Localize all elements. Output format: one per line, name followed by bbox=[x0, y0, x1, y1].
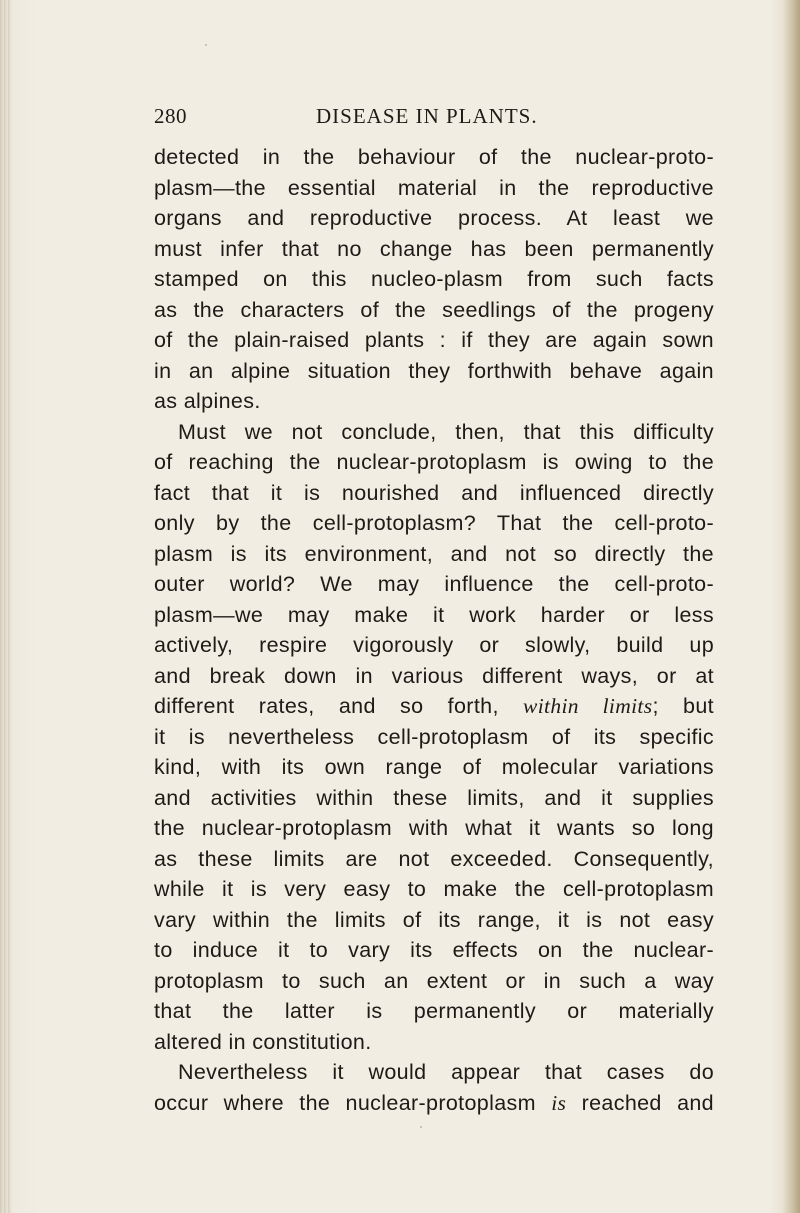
text-line: to induce it to vary its effects on the nuclear- bbox=[154, 938, 714, 962]
text-line: stamped on this nucleo-plasm from such facts bbox=[154, 267, 714, 291]
text-line: detected in the behaviour of the nuclear-proto- bbox=[154, 145, 714, 169]
running-head bbox=[154, 104, 546, 136]
text-line: plasm—we may make it work harder or less bbox=[154, 602, 714, 627]
paragraph-start-line: Nevertheless it would appear that cases do bbox=[178, 1060, 714, 1084]
page-title: DISEASE IN PLANTS. bbox=[316, 104, 538, 128]
text-segment: different rates, and so forth, bbox=[154, 694, 499, 718]
text-line: must infer that no change has been permanently bbox=[154, 236, 714, 261]
paragraph-start-line: Must we not conclude, then, that this difficulty bbox=[178, 419, 714, 444]
text-line-with-italic bbox=[154, 1088, 714, 1119]
page-gutter bbox=[0, 0, 12, 1213]
text-line: in an alpine situation they forthwith behave again bbox=[154, 358, 714, 383]
text-line: outer world? We may influence the cell-proto- bbox=[154, 572, 714, 596]
text-line: organs and reproductive process. At least we bbox=[154, 206, 714, 230]
text-line: that the latter is permanently or materially bbox=[154, 999, 714, 1023]
text-line: actively, respire vigorously or slowly, build up bbox=[154, 633, 714, 657]
text-line: and activities within these limits, and it supplies bbox=[154, 785, 714, 810]
text-line: protoplasm to such an extent or in such a way bbox=[154, 968, 714, 993]
text-line: the nuclear-protoplasm with what it wants so long bbox=[154, 816, 714, 840]
text-segment: occur where the nuclear-protoplasm bbox=[154, 1090, 536, 1115]
text-line: of reaching the nuclear-protoplasm is owing to the bbox=[154, 450, 714, 474]
italic-word: is bbox=[551, 1090, 567, 1115]
page-edge bbox=[782, 0, 800, 1213]
italic-phrase: within limits bbox=[523, 694, 653, 718]
text-segment: reached and bbox=[581, 1090, 714, 1115]
text-line: vary within the limits of its range, it is not easy bbox=[154, 907, 714, 932]
text-line: of the plain-raised plants : if they are again sown bbox=[154, 328, 714, 352]
text-line: plasm is its environment, and not so directly the bbox=[154, 541, 714, 566]
text-line: as the characters of the seedlings of the progeny bbox=[154, 297, 714, 322]
paper-speck bbox=[205, 44, 207, 46]
text-line-with-italic bbox=[154, 691, 714, 722]
page-number: 280 bbox=[154, 104, 187, 128]
paper-speck bbox=[420, 1126, 422, 1128]
body-text bbox=[154, 142, 714, 1118]
text-line: while it is very easy to make the cell-protoplasm bbox=[154, 877, 714, 901]
text-line: only by the cell-protoplasm? That the cell-proto- bbox=[154, 511, 714, 535]
text-line: kind, with its own range of molecular variations bbox=[154, 755, 714, 779]
text-line: fact that it is nourished and influenced directly bbox=[154, 480, 714, 505]
text-line: it is nevertheless cell-protoplasm of its specific bbox=[154, 724, 714, 749]
text-segment: ; but bbox=[652, 694, 714, 718]
text-line: and break down in various different ways, or at bbox=[154, 663, 714, 688]
paragraph-end-line: altered in constitution. bbox=[154, 1029, 372, 1054]
text-line: as these limits are not exceeded. Consequently, bbox=[154, 846, 714, 871]
paragraph-end-line: as alpines. bbox=[154, 389, 261, 413]
text-line: plasm—the essential material in the reproductive bbox=[154, 175, 714, 200]
